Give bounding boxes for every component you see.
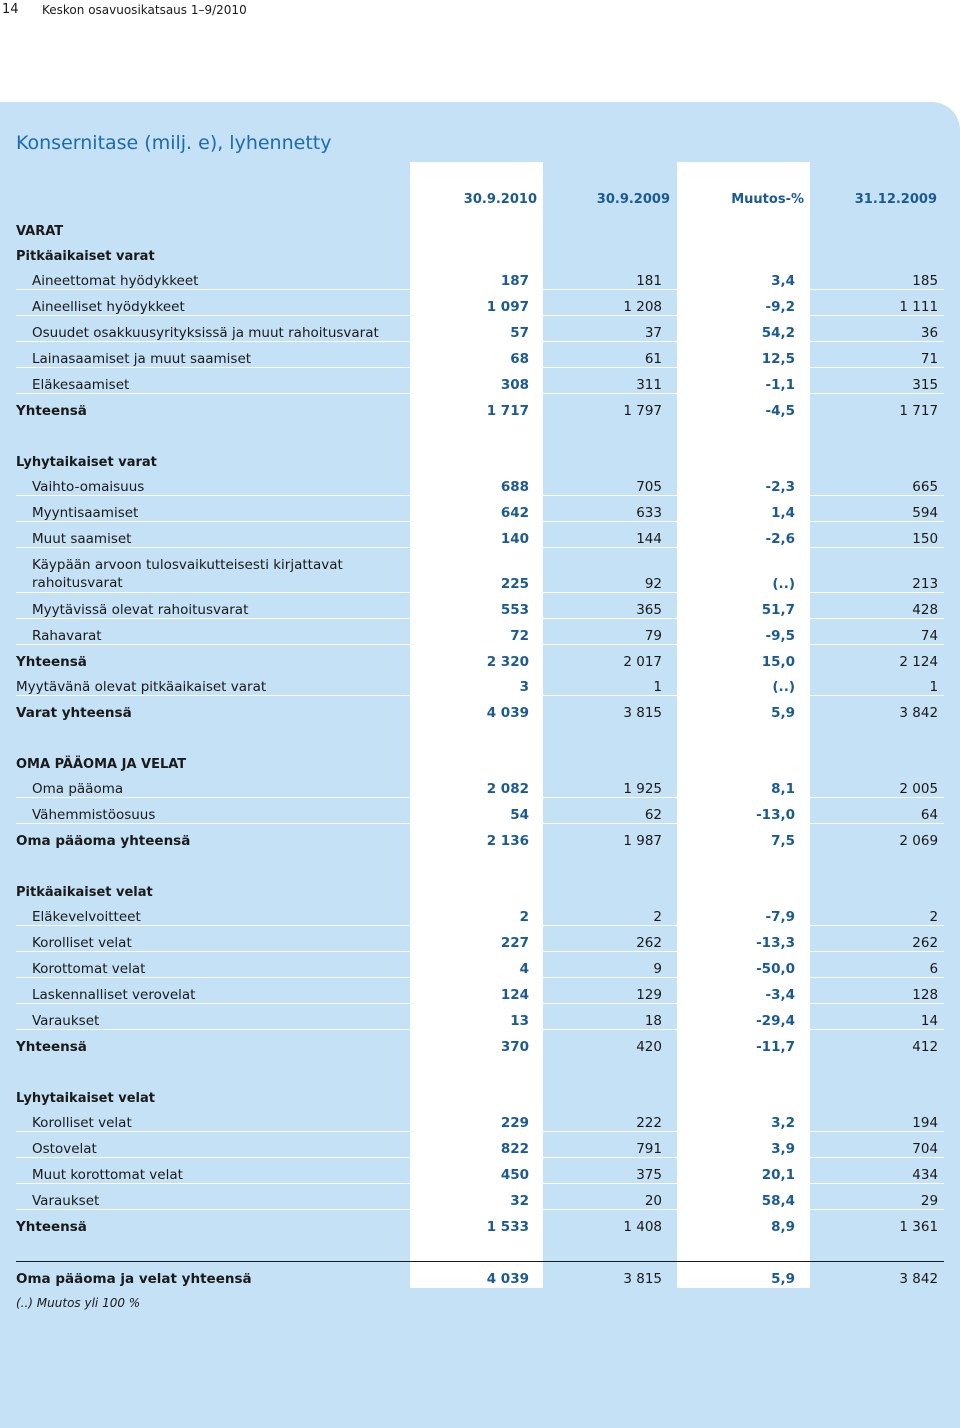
row-label: Vähemmistöosuus xyxy=(16,798,402,824)
value-30-9-2010: 140 xyxy=(402,522,535,548)
section-label: VARAT xyxy=(16,224,64,239)
spacer-row xyxy=(16,721,944,747)
value-30-9-2009: 20 xyxy=(535,1184,668,1210)
page-header xyxy=(0,0,960,22)
table-row-myytavana xyxy=(16,670,944,696)
value-31-12-2009: 74 xyxy=(801,619,944,645)
row-label: Varaukset xyxy=(16,1004,402,1030)
table-row-korolliset-lyh xyxy=(16,1106,944,1132)
value-30-9-2010: 1 097 xyxy=(402,290,535,316)
value-change-pct: 7,5 xyxy=(668,824,801,850)
value-change-pct: -11,7 xyxy=(668,1030,801,1056)
value-30-9-2009: 262 xyxy=(535,926,668,952)
value-30-9-2009: 420 xyxy=(535,1030,668,1056)
row-label: Aineettomat hyödykkeet xyxy=(16,264,402,290)
section-label: Lyhytaikaiset velat xyxy=(16,1091,155,1106)
value-change-pct: 12,5 xyxy=(668,342,801,368)
value-31-12-2009: 262 xyxy=(801,926,944,952)
value-change-pct: (..) xyxy=(668,548,801,593)
value-change-pct: -4,5 xyxy=(668,394,801,420)
value-31-12-2009: 194 xyxy=(801,1106,944,1132)
table-row-laskennalliset xyxy=(16,978,944,1004)
value-30-9-2009: 791 xyxy=(535,1132,668,1158)
value-30-9-2009: 1 xyxy=(535,670,668,696)
value-31-12-2009: 1 xyxy=(801,670,944,696)
row-label: Oma pääoma xyxy=(16,772,402,798)
value-change-pct: 1,4 xyxy=(668,496,801,522)
value-change-pct: -13,0 xyxy=(668,798,801,824)
value-30-9-2009: 9 xyxy=(535,952,668,978)
value-30-9-2009: 375 xyxy=(535,1158,668,1184)
section-heading-lyhytaikaiset-varat xyxy=(16,445,944,470)
value-31-12-2009: 29 xyxy=(801,1184,944,1210)
value-30-9-2010: 2 xyxy=(402,900,535,926)
value-30-9-2009: 92 xyxy=(535,548,668,593)
value-31-12-2009: 412 xyxy=(801,1030,944,1056)
section-heading-oma-paaoma-velat xyxy=(16,747,944,772)
footnote: (..) Muutos yli 100 % xyxy=(16,1296,141,1310)
row-label: Yhteensä xyxy=(16,1030,402,1056)
value-31-12-2009: 594 xyxy=(801,496,944,522)
row-label: Varat yhteensä xyxy=(16,696,402,722)
value-30-9-2010: 227 xyxy=(402,926,535,952)
value-31-12-2009: 64 xyxy=(801,798,944,824)
value-31-12-2009: 1 361 xyxy=(801,1210,944,1236)
value-change-pct: 3,9 xyxy=(668,1132,801,1158)
value-change-pct: -1,1 xyxy=(668,368,801,394)
value-31-12-2009: 704 xyxy=(801,1132,944,1158)
row-label: Yhteensä xyxy=(16,1210,402,1236)
table-row-vahemmisto xyxy=(16,798,944,824)
value-30-9-2009: 18 xyxy=(535,1004,668,1030)
table-row-elakesaamiset xyxy=(16,368,944,394)
table-row-varaukset-lyh xyxy=(16,1184,944,1210)
row-label: Osuudet osakkuusyrityksissä ja muut rahoitusvarat xyxy=(16,316,402,342)
row-label: Muut korottomat velat xyxy=(16,1158,402,1184)
value-30-9-2010: 688 xyxy=(402,470,535,496)
table-row-myyntisaamiset xyxy=(16,496,944,522)
value-31-12-2009: 36 xyxy=(801,316,944,342)
value-change-pct: (..) xyxy=(668,670,801,696)
row-label: Muut saamiset xyxy=(16,522,402,548)
spacer-row xyxy=(16,1235,944,1262)
value-31-12-2009: 213 xyxy=(801,548,944,593)
row-label: Laskennalliset verovelat xyxy=(16,978,402,1004)
value-31-12-2009: 128 xyxy=(801,978,944,1004)
row-label: Eläkevelvoitteet xyxy=(16,900,402,926)
row-label: Myytävissä olevat rahoitusvarat xyxy=(16,593,402,619)
table-row-ostovelat xyxy=(16,1132,944,1158)
value-30-9-2010: 72 xyxy=(402,619,535,645)
value-30-9-2010: 57 xyxy=(402,316,535,342)
value-30-9-2009: 222 xyxy=(535,1106,668,1132)
value-31-12-2009: 2 xyxy=(801,900,944,926)
value-31-12-2009: 2 069 xyxy=(801,824,944,850)
value-30-9-2010: 4 xyxy=(402,952,535,978)
value-30-9-2009: 129 xyxy=(535,978,668,1004)
value-30-9-2009: 705 xyxy=(535,470,668,496)
value-change-pct: 3,2 xyxy=(668,1106,801,1132)
value-30-9-2009: 61 xyxy=(535,342,668,368)
page-number: 14 xyxy=(2,2,19,17)
total-row-yht-lyh-velat xyxy=(16,1210,944,1236)
value-31-12-2009: 1 717 xyxy=(801,394,944,420)
spacer-row xyxy=(16,849,944,875)
section-label: Pitkäaikaiset velat xyxy=(16,885,153,900)
value-30-9-2009: 181 xyxy=(535,264,668,290)
value-30-9-2010: 450 xyxy=(402,1158,535,1184)
value-30-9-2009: 1 408 xyxy=(535,1210,668,1236)
section-heading-pitkaaikaiset-varat xyxy=(16,239,944,264)
balance-sheet-table xyxy=(16,214,944,1287)
value-31-12-2009: 6 xyxy=(801,952,944,978)
total-row-oma-yht xyxy=(16,824,944,850)
value-30-9-2010: 68 xyxy=(402,342,535,368)
value-31-12-2009: 1 111 xyxy=(801,290,944,316)
value-31-12-2009: 665 xyxy=(801,470,944,496)
value-30-9-2009: 2 xyxy=(535,900,668,926)
value-change-pct: -3,4 xyxy=(668,978,801,1004)
row-label: Yhteensä xyxy=(16,645,402,671)
value-30-9-2009: 1 797 xyxy=(535,394,668,420)
value-change-pct: 3,4 xyxy=(668,264,801,290)
value-31-12-2009: 315 xyxy=(801,368,944,394)
document-title: Keskon osavuosikatsaus 1–9/2010 xyxy=(42,3,247,17)
value-30-9-2010: 54 xyxy=(402,798,535,824)
total-row-varat-yht xyxy=(16,696,944,722)
table-row-myytavissa xyxy=(16,593,944,619)
table-row-aineelliset xyxy=(16,290,944,316)
value-30-9-2010: 229 xyxy=(402,1106,535,1132)
row-label: Korolliset velat xyxy=(16,1106,402,1132)
table-row-kaypaan xyxy=(16,548,944,593)
value-31-12-2009: 3 842 xyxy=(801,696,944,722)
value-30-9-2010: 13 xyxy=(402,1004,535,1030)
value-30-9-2009: 365 xyxy=(535,593,668,619)
value-change-pct: 54,2 xyxy=(668,316,801,342)
column-header-31-12-2009: 31.12.2009 xyxy=(854,192,937,207)
row-label: Oma pääoma ja velat yhteensä xyxy=(16,1262,402,1288)
row-label: Vaihto-omaisuus xyxy=(16,470,402,496)
value-30-9-2009: 1 925 xyxy=(535,772,668,798)
total-row-oma-velat-yht xyxy=(16,1262,944,1288)
value-change-pct: -29,4 xyxy=(668,1004,801,1030)
value-30-9-2010: 822 xyxy=(402,1132,535,1158)
value-30-9-2010: 1 717 xyxy=(402,394,535,420)
table-row-korottomat-pitk xyxy=(16,952,944,978)
row-label: Myytävänä olevat pitkäaikaiset varat xyxy=(16,670,402,696)
total-row-yht-lyh-varat xyxy=(16,645,944,671)
value-30-9-2009: 633 xyxy=(535,496,668,522)
spacer-row xyxy=(16,1055,944,1081)
value-31-12-2009: 434 xyxy=(801,1158,944,1184)
value-30-9-2009: 3 815 xyxy=(535,696,668,722)
value-31-12-2009: 428 xyxy=(801,593,944,619)
table-row-lainasaamiset xyxy=(16,342,944,368)
value-change-pct: 15,0 xyxy=(668,645,801,671)
value-change-pct: -7,9 xyxy=(668,900,801,926)
value-30-9-2010: 370 xyxy=(402,1030,535,1056)
value-change-pct: 51,7 xyxy=(668,593,801,619)
value-change-pct: -2,3 xyxy=(668,470,801,496)
value-31-12-2009: 2 124 xyxy=(801,645,944,671)
value-30-9-2010: 124 xyxy=(402,978,535,1004)
value-30-9-2010: 553 xyxy=(402,593,535,619)
value-30-9-2009: 2 017 xyxy=(535,645,668,671)
section-label: Pitkäaikaiset varat xyxy=(16,249,155,264)
section-heading-pitkaaikaiset-velat xyxy=(16,875,944,900)
table-row-vaihto xyxy=(16,470,944,496)
total-row-yht-pitk-varat xyxy=(16,394,944,420)
row-label: Oma pääoma yhteensä xyxy=(16,824,402,850)
row-label: Eläkesaamiset xyxy=(16,368,402,394)
section-heading-lyhytaikaiset-velat xyxy=(16,1081,944,1106)
total-row-yht-pitk-velat xyxy=(16,1030,944,1056)
table-row-osuudet xyxy=(16,316,944,342)
value-change-pct: 20,1 xyxy=(668,1158,801,1184)
value-31-12-2009: 3 842 xyxy=(801,1262,944,1288)
value-30-9-2010: 2 320 xyxy=(402,645,535,671)
row-label: Rahavarat xyxy=(16,619,402,645)
table-row-elakevelv xyxy=(16,900,944,926)
table-row-aineettomat xyxy=(16,264,944,290)
column-header-muutos: Muutos-% xyxy=(731,192,804,207)
table-row-varaukset-pitk xyxy=(16,1004,944,1030)
row-label: Myyntisaamiset xyxy=(16,496,402,522)
table-title: Konsernitase (milj. e), lyhennetty xyxy=(16,132,332,154)
column-header-30-9-2009: 30.9.2009 xyxy=(596,192,670,207)
value-change-pct: -9,2 xyxy=(668,290,801,316)
column-header-30-9-2010: 30.9.2010 xyxy=(463,192,537,207)
value-change-pct: 5,9 xyxy=(668,696,801,722)
table-row-rahavarat xyxy=(16,619,944,645)
value-change-pct: 5,9 xyxy=(668,1262,801,1288)
table-row-oma-paaoma xyxy=(16,772,944,798)
value-30-9-2009: 37 xyxy=(535,316,668,342)
value-30-9-2010: 2 082 xyxy=(402,772,535,798)
value-30-9-2010: 3 xyxy=(402,670,535,696)
value-30-9-2010: 2 136 xyxy=(402,824,535,850)
row-label: Korottomat velat xyxy=(16,952,402,978)
value-30-9-2010: 187 xyxy=(402,264,535,290)
value-30-9-2009: 79 xyxy=(535,619,668,645)
value-30-9-2009: 311 xyxy=(535,368,668,394)
value-30-9-2010: 4 039 xyxy=(402,1262,535,1288)
value-31-12-2009: 150 xyxy=(801,522,944,548)
value-30-9-2009: 62 xyxy=(535,798,668,824)
value-change-pct: 8,9 xyxy=(668,1210,801,1236)
value-30-9-2009: 144 xyxy=(535,522,668,548)
value-change-pct: 58,4 xyxy=(668,1184,801,1210)
section-label: Lyhytaikaiset varat xyxy=(16,455,157,470)
row-label: Korolliset velat xyxy=(16,926,402,952)
table-row-korolliset-pitk xyxy=(16,926,944,952)
value-30-9-2009: 1 208 xyxy=(535,290,668,316)
row-label: Ostovelat xyxy=(16,1132,402,1158)
value-31-12-2009: 2 005 xyxy=(801,772,944,798)
value-30-9-2010: 642 xyxy=(402,496,535,522)
value-30-9-2009: 1 987 xyxy=(535,824,668,850)
value-30-9-2010: 225 xyxy=(402,548,535,593)
value-change-pct: -9,5 xyxy=(668,619,801,645)
value-change-pct: -2,6 xyxy=(668,522,801,548)
value-30-9-2010: 1 533 xyxy=(402,1210,535,1236)
value-31-12-2009: 14 xyxy=(801,1004,944,1030)
value-31-12-2009: 71 xyxy=(801,342,944,368)
value-30-9-2010: 308 xyxy=(402,368,535,394)
row-label: Aineelliset hyödykkeet xyxy=(16,290,402,316)
value-30-9-2010: 32 xyxy=(402,1184,535,1210)
value-31-12-2009: 185 xyxy=(801,264,944,290)
row-label: Lainasaamiset ja muut saamiset xyxy=(16,342,402,368)
spacer-row xyxy=(16,419,944,445)
value-30-9-2009: 3 815 xyxy=(535,1262,668,1288)
value-change-pct: 8,1 xyxy=(668,772,801,798)
row-label: Yhteensä xyxy=(16,394,402,420)
table-row-muut-korottomat xyxy=(16,1158,944,1184)
row-label: Käypään arvoon tulosvaikutteisesti kirjattavat rahoitusvarat xyxy=(16,548,402,593)
table-row-muut-saamiset xyxy=(16,522,944,548)
section-label: OMA PÄÄOMA JA VELAT xyxy=(16,757,187,772)
value-change-pct: -13,3 xyxy=(668,926,801,952)
row-label: Varaukset xyxy=(16,1184,402,1210)
value-change-pct: -50,0 xyxy=(668,952,801,978)
value-30-9-2010: 4 039 xyxy=(402,696,535,722)
section-heading-varat xyxy=(16,214,944,239)
